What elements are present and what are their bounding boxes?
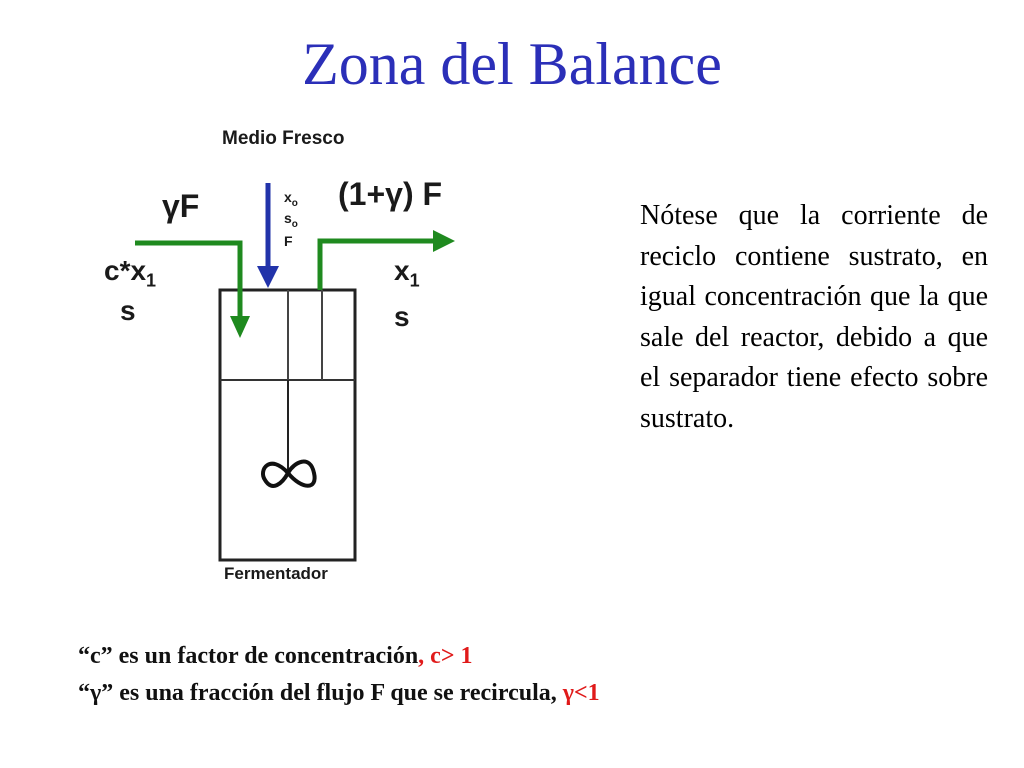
outlet-composition-label xyxy=(394,256,420,332)
feed-s: s xyxy=(284,209,292,226)
recycle-flow-label: γF xyxy=(162,188,200,224)
recycle-composition-label xyxy=(104,256,156,326)
recycle-x: c*x xyxy=(104,255,147,286)
fermentador-label: Fermentador xyxy=(224,564,328,583)
footnote-gamma-condition: γ<1 xyxy=(562,680,600,706)
recycle-s: s xyxy=(120,294,136,326)
footnote-c xyxy=(78,643,473,670)
outlet-x: x xyxy=(394,255,410,286)
medio-fresco-label: Medio Fresco xyxy=(222,128,345,149)
outlet-x-sub: 1 xyxy=(409,270,420,291)
footnote-c-text: “c” es un factor de concentración xyxy=(78,643,419,669)
recycle-arrowhead xyxy=(230,316,250,338)
feed-composition-label xyxy=(284,190,298,249)
outlet-s: s xyxy=(394,300,410,332)
feed-f: F xyxy=(284,232,293,249)
fermenter-diagram xyxy=(100,118,500,588)
footnote-c-condition: , c> 1 xyxy=(418,643,473,669)
footnote-gamma-text: “γ” es una fracción del flujo F que se recircula, xyxy=(78,680,563,706)
footnote-gamma xyxy=(78,680,600,707)
outlet-flow-label: (1+γ) F xyxy=(338,176,443,212)
feed-x-sub: o xyxy=(291,197,298,209)
recycle-x-sub: 1 xyxy=(146,270,157,291)
feed-x: x xyxy=(284,189,292,205)
feed-s-sub: o xyxy=(291,218,298,230)
fresh-feed-arrowhead xyxy=(257,266,279,288)
explanatory-note: Nótese que la corriente de reciclo contiene sustrato, en igual concentración que la que sale del reactor, debido a que el separador tiene efecto sobre sustrato. xyxy=(640,200,988,434)
outlet-arrowhead xyxy=(433,230,455,252)
slide-title: Zona del Balance xyxy=(302,31,722,97)
